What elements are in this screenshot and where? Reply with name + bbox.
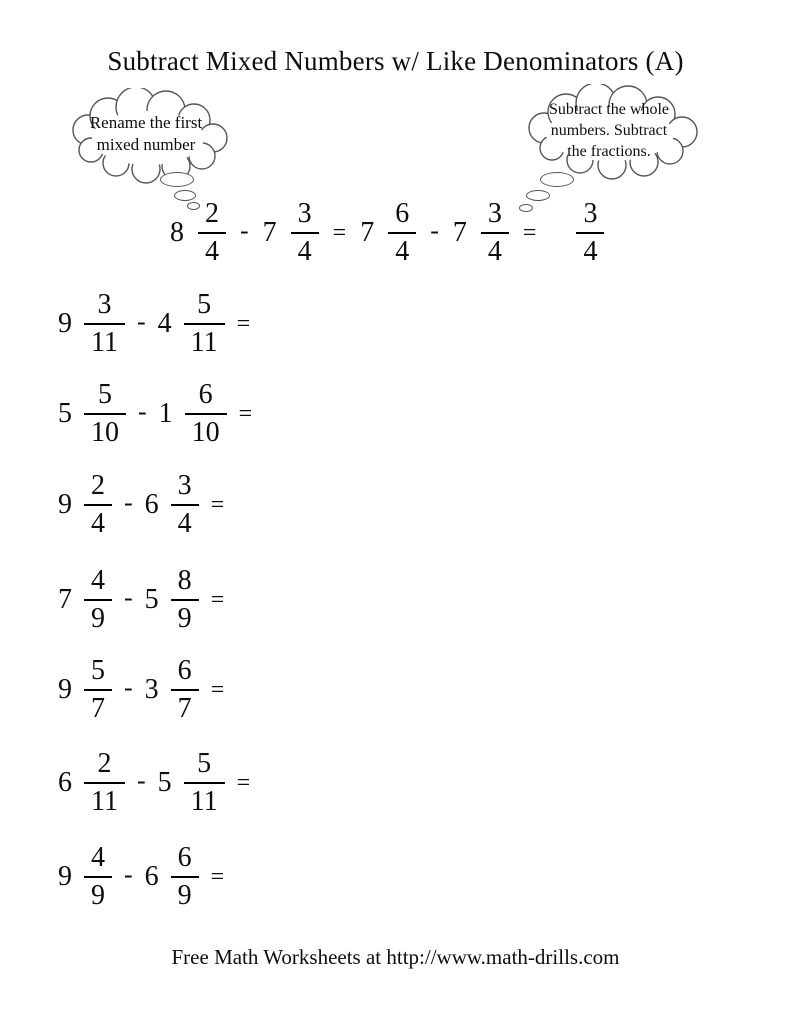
problem-row	[58, 379, 253, 448]
minus-sign: -	[240, 216, 249, 245]
equals-sign: =	[210, 492, 225, 518]
fraction	[171, 472, 199, 538]
problem-row	[58, 655, 225, 724]
whole-number: 6	[144, 489, 159, 520]
denominator: 10	[185, 413, 227, 447]
whole-number: 5	[157, 767, 172, 798]
numerator: 4	[91, 565, 105, 596]
denominator: 4	[481, 232, 509, 266]
numerator: 3	[487, 198, 502, 229]
denominator: 11	[184, 323, 225, 357]
numerator: 6	[177, 842, 192, 873]
numerator: 5	[91, 655, 105, 686]
equals-sign: =	[210, 864, 225, 890]
fraction	[171, 657, 199, 723]
minus-sign: -	[124, 860, 133, 889]
minus-sign: -	[136, 766, 146, 795]
denominator: 4	[171, 504, 199, 538]
thought-trail-bubble	[526, 190, 550, 201]
fraction	[171, 567, 199, 633]
equals-sign: =	[210, 587, 225, 613]
denominator: 4	[291, 232, 319, 266]
equals-sign: =	[332, 220, 347, 246]
bubble-line: mixed number	[96, 135, 196, 155]
problem-row	[58, 842, 225, 911]
numerator: 6	[177, 655, 192, 686]
numerator: 3	[177, 470, 192, 501]
numerator: 2	[97, 748, 112, 779]
denominator: 7	[84, 689, 112, 723]
fraction	[184, 750, 225, 816]
fraction	[198, 200, 226, 266]
denominator: 10	[84, 413, 126, 447]
denominator: 9	[84, 599, 112, 633]
bubble-line: numbers. Subtract	[550, 121, 668, 139]
fraction	[84, 567, 112, 633]
problem-row	[58, 748, 251, 817]
fraction	[576, 200, 604, 266]
whole-number: 7	[262, 217, 277, 248]
whole-number: 9	[58, 308, 72, 339]
fraction	[291, 200, 319, 266]
denominator: 4	[84, 504, 112, 538]
denominator: 9	[171, 876, 199, 910]
fraction	[84, 657, 112, 723]
problem-row	[58, 470, 225, 539]
denominator: 11	[84, 782, 125, 816]
numerator: 3	[583, 198, 598, 229]
whole-number: 7	[360, 217, 375, 248]
whole-number: 8	[170, 217, 184, 248]
fraction	[84, 381, 126, 447]
thought-trail-bubble	[160, 172, 194, 187]
problem-row	[58, 565, 225, 634]
whole-number: 6	[144, 861, 159, 892]
whole-number: 3	[144, 674, 159, 705]
example-equation	[170, 198, 604, 267]
whole-number: 9	[58, 861, 72, 892]
numerator: 5	[197, 289, 212, 320]
page-title: Subtract Mixed Numbers w/ Like Denominators (A)	[107, 46, 684, 76]
numerator: 4	[91, 842, 105, 873]
whole-number: 7	[58, 584, 72, 615]
thought-trail-bubble	[174, 190, 196, 201]
equals-sign: =	[236, 770, 251, 796]
numerator: 5	[197, 748, 212, 779]
footer-credit: Free Math Worksheets at http://www.math-drills.com	[171, 945, 620, 969]
numerator: 6	[198, 379, 213, 410]
fraction	[481, 200, 509, 266]
equals-sign: =	[210, 677, 225, 703]
numerator: 6	[395, 198, 410, 229]
denominator: 4	[198, 232, 226, 266]
fraction	[388, 200, 416, 266]
whole-number: 9	[58, 489, 72, 520]
denominator: 7	[171, 689, 199, 723]
thought-trail-bubble	[540, 172, 574, 187]
minus-sign: -	[430, 216, 439, 245]
whole-number: 5	[144, 584, 159, 615]
numerator: 3	[297, 198, 312, 229]
bubble-line: Rename the first	[89, 113, 203, 132]
thought-bubble-left	[58, 88, 234, 184]
whole-number: 9	[58, 674, 72, 705]
bubble-line: the fractions.	[567, 142, 651, 160]
whole-number: 6	[58, 767, 72, 798]
fraction	[84, 750, 125, 816]
denominator: 11	[184, 782, 225, 816]
numerator: 2	[205, 198, 219, 229]
denominator: 4	[388, 232, 416, 266]
denominator: 9	[84, 876, 112, 910]
whole-number: 5	[58, 398, 72, 429]
denominator: 4	[576, 232, 604, 266]
fraction	[185, 381, 227, 447]
minus-sign: -	[124, 488, 133, 517]
whole-number: 1	[158, 398, 173, 429]
bubble-text	[58, 112, 234, 156]
equals-sign: =	[238, 401, 253, 427]
whole-number: 4	[157, 308, 172, 339]
minus-sign: -	[124, 673, 133, 702]
bubble-line: Subtract the whole	[549, 101, 669, 118]
numerator: 2	[91, 470, 105, 501]
denominator: 11	[84, 323, 125, 357]
thought-bubble-right	[512, 84, 706, 180]
minus-sign: -	[124, 583, 133, 612]
numerator: 3	[97, 289, 112, 320]
fraction	[84, 291, 125, 357]
fraction	[171, 844, 199, 910]
fraction	[184, 291, 225, 357]
fraction	[84, 472, 112, 538]
numerator: 8	[177, 565, 192, 596]
problem-row	[58, 289, 251, 358]
denominator: 9	[171, 599, 199, 633]
minus-sign: -	[138, 397, 147, 426]
bubble-text	[512, 100, 706, 162]
whole-number: 7	[452, 217, 467, 248]
minus-sign: -	[136, 307, 146, 336]
numerator: 5	[98, 379, 112, 410]
fraction	[84, 844, 112, 910]
equals-sign: =	[236, 311, 251, 337]
equals-sign: =	[522, 220, 537, 246]
